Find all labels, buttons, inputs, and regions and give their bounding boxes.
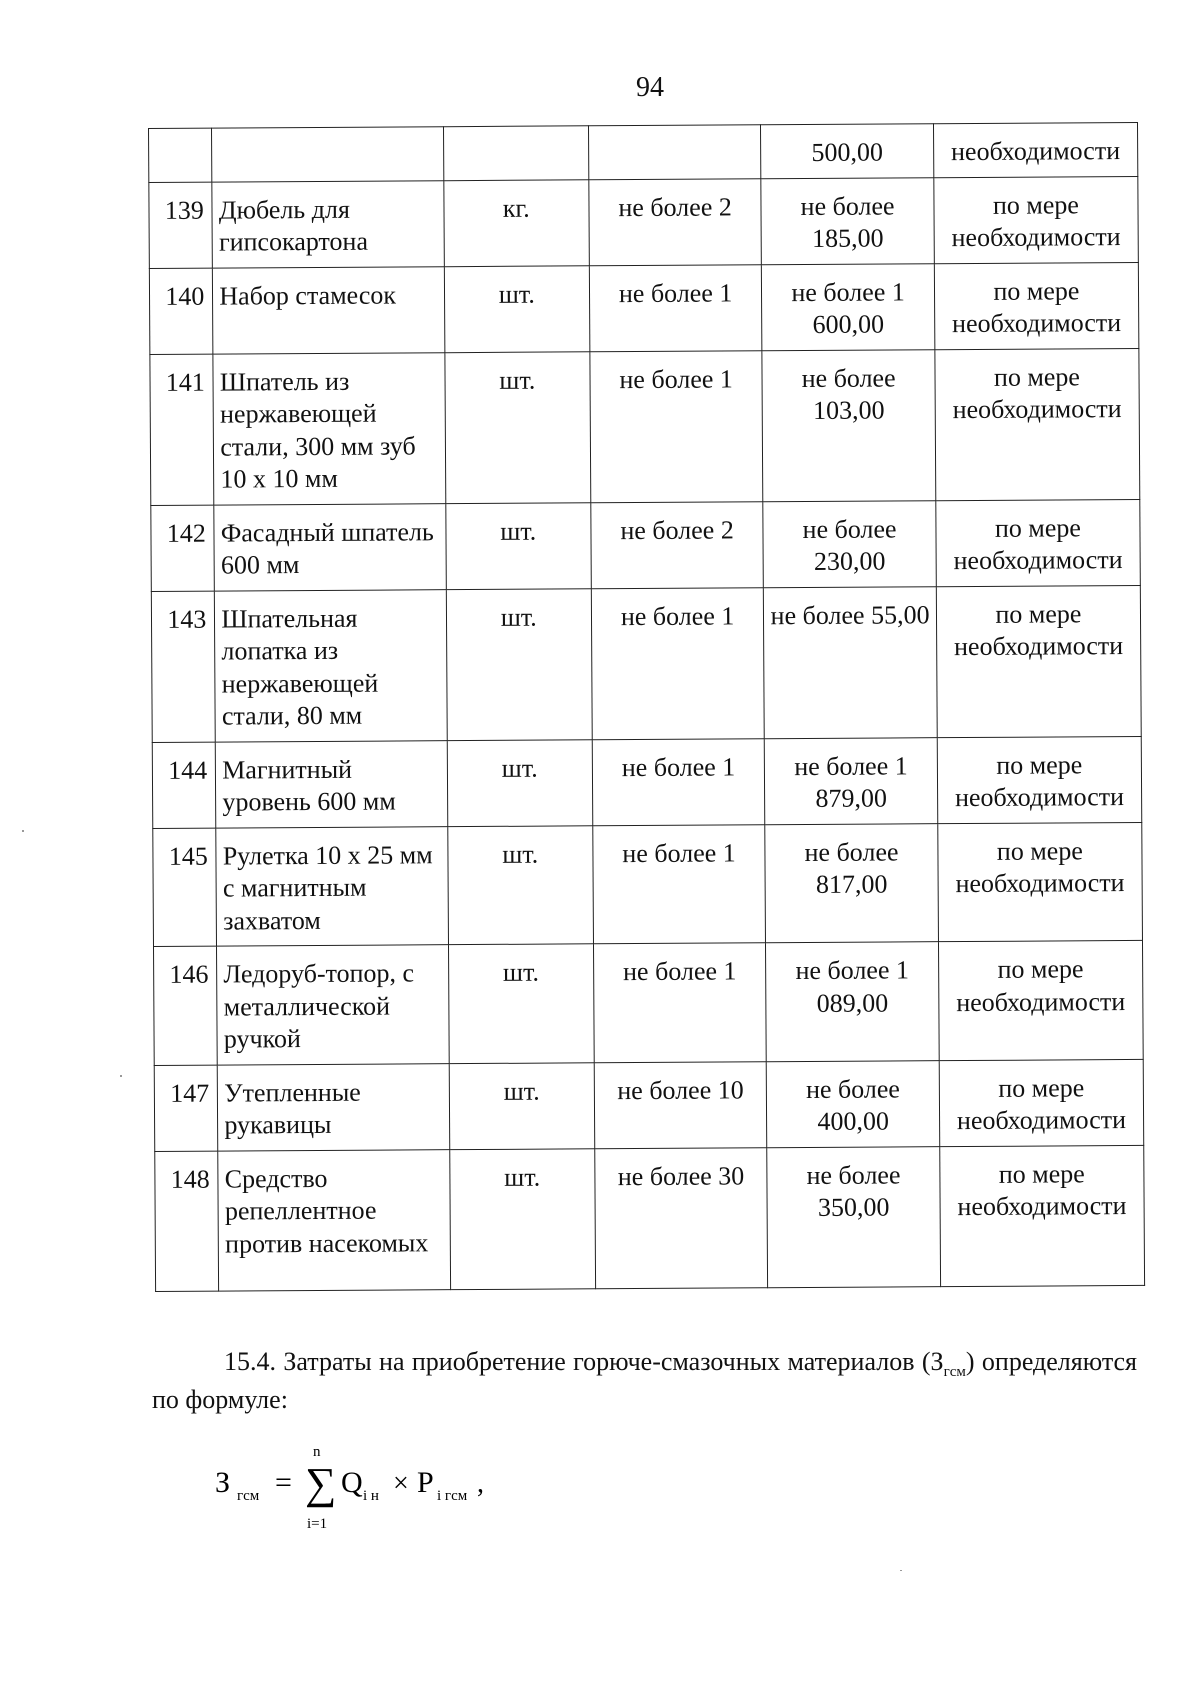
row-number-cell: 142 — [151, 505, 215, 591]
scan-speck — [120, 1075, 122, 1077]
unit-cell: шт. — [446, 502, 592, 589]
frequency-cell: по мере необходимости — [936, 499, 1141, 586]
unit-cell — [443, 126, 588, 180]
formula-upper-limit: n — [313, 1444, 321, 1460]
formula-term-q-subscript: i н — [363, 1488, 379, 1504]
quantity-cell: не более 2 — [589, 178, 762, 265]
frequency-cell: по мере необходимости — [940, 1145, 1145, 1286]
table-row — [149, 262, 1139, 354]
quantity-cell: не более 1 — [592, 738, 765, 825]
frequency-cell: необходимости — [933, 122, 1137, 177]
quantity-cell: не более 1 — [590, 350, 763, 502]
unit-cell: шт. — [449, 1062, 595, 1149]
cost-formula — [215, 1440, 715, 1530]
price-cell: не более 1 879,00 — [765, 737, 938, 824]
unit-cell: шт. — [444, 265, 590, 352]
scan-speck — [22, 830, 24, 832]
unit-cell: шт. — [447, 825, 593, 944]
item-name-cell: Фасадный шпатель 600 мм — [214, 503, 446, 590]
quantity-cell: не более 1 — [591, 587, 764, 739]
row-number-cell: 148 — [155, 1151, 219, 1291]
row-number-cell — [149, 128, 213, 182]
row-number-cell: 140 — [149, 268, 213, 354]
quantity-cell — [588, 125, 761, 180]
row-number-cell: 144 — [152, 742, 216, 828]
unit-cell: шт. — [445, 351, 591, 503]
formula-times: × — [393, 1468, 409, 1499]
quantity-cell: не более 30 — [595, 1147, 768, 1288]
formula-equals: = — [275, 1466, 292, 1499]
row-number-cell: 139 — [149, 182, 213, 268]
paragraph-subscript: гсм — [943, 1364, 966, 1381]
quantity-cell: не более 2 — [591, 501, 764, 588]
frequency-cell: по мере необходимости — [935, 348, 1140, 500]
table-row — [151, 585, 1141, 742]
table-row — [155, 1145, 1145, 1291]
formula-sigma: ∑ — [305, 1459, 337, 1508]
row-number-cell: 147 — [154, 1065, 218, 1151]
quantity-cell: не более 1 — [589, 264, 762, 351]
table-row — [153, 822, 1143, 947]
item-name-cell: Дюбель для гипсокартона — [212, 180, 444, 267]
unit-cell: шт. — [448, 944, 594, 1063]
quantity-cell: не более 10 — [594, 1061, 767, 1148]
table-row — [154, 1059, 1144, 1151]
items-table — [148, 122, 1145, 1292]
frequency-cell: по мере необходимости — [937, 736, 1142, 823]
formula-comma: , — [477, 1468, 484, 1499]
frequency-cell: по мере необходимости — [934, 176, 1139, 263]
paragraph-15-4 — [152, 1345, 1137, 1416]
unit-cell: шт. — [449, 1148, 595, 1289]
formula-lower-limit: i=1 — [307, 1516, 328, 1530]
paragraph-text-before: 15.4. Затраты на приобретение горюче-смазочных материалов (З — [224, 1347, 944, 1376]
table-row-continuation — [149, 122, 1138, 182]
price-cell: не более 1 089,00 — [766, 942, 939, 1062]
table-row — [150, 348, 1140, 505]
price-cell: не более 230,00 — [763, 500, 936, 587]
table-row — [149, 176, 1139, 268]
scan-speck — [900, 1570, 902, 1571]
unit-cell: кг. — [444, 179, 590, 266]
table-row — [152, 736, 1142, 828]
frequency-cell: по мере необходимости — [936, 585, 1141, 737]
item-name-cell: Шпательная лопатка из нержавеющей стали, 80 мм — [215, 589, 447, 741]
price-cell: не более 185,00 — [761, 177, 934, 264]
frequency-cell: по мере необходимости — [939, 1059, 1144, 1146]
frequency-cell: по мере необходимости — [938, 940, 1143, 1060]
price-cell: не более 55,00 — [764, 586, 937, 738]
item-name-cell: Рулетка 10 х 25 мм с магнитным захватом — [216, 826, 448, 946]
quantity-cell: не более 1 — [593, 943, 766, 1063]
unit-cell: шт. — [447, 739, 593, 826]
item-name-cell: Утепленные рукавицы — [218, 1063, 450, 1150]
formula-term-p-subscript: i гсм — [437, 1488, 468, 1504]
formula-term-q: Q — [341, 1466, 363, 1499]
row-number-cell: 146 — [153, 946, 217, 1065]
row-number-cell: 143 — [151, 591, 215, 742]
formula-lhs-subscript: гсм — [237, 1488, 260, 1504]
frequency-cell: по мере необходимости — [938, 822, 1143, 942]
unit-cell: шт. — [446, 588, 592, 740]
formula-term-p: P — [417, 1466, 434, 1499]
row-number-cell: 141 — [150, 354, 214, 505]
page-number: 94 — [636, 72, 664, 103]
quantity-cell: не более 1 — [593, 824, 766, 944]
table-row — [153, 940, 1143, 1065]
price-cell: не более 1 600,00 — [762, 263, 935, 350]
price-cell: не более 103,00 — [762, 349, 935, 501]
item-name-cell: Ледоруб-топор, с металлической ручкой — [217, 945, 449, 1065]
frequency-cell: по мере необходимости — [934, 262, 1139, 349]
price-cell: не более 350,00 — [767, 1146, 940, 1287]
table-row — [151, 499, 1141, 591]
item-name-cell — [212, 127, 444, 182]
item-name-cell: Набор стамесок — [213, 266, 445, 353]
formula-lhs: З — [215, 1466, 231, 1499]
item-name-cell: Шпатель из нержавеющей стали, 300 мм зуб 10 х 10 мм — [213, 352, 445, 504]
row-number-cell: 145 — [153, 828, 217, 947]
price-cell: не более 400,00 — [767, 1060, 940, 1147]
item-name-cell: Средство репеллентное против насекомых — [218, 1149, 450, 1290]
paragraph-text-after: ) определяются по формуле: — [152, 1347, 1137, 1414]
price-cell: 500,00 — [761, 124, 934, 179]
price-cell: не более 817,00 — [765, 823, 938, 943]
item-name-cell: Магнитный уровень 600 мм — [216, 740, 448, 827]
